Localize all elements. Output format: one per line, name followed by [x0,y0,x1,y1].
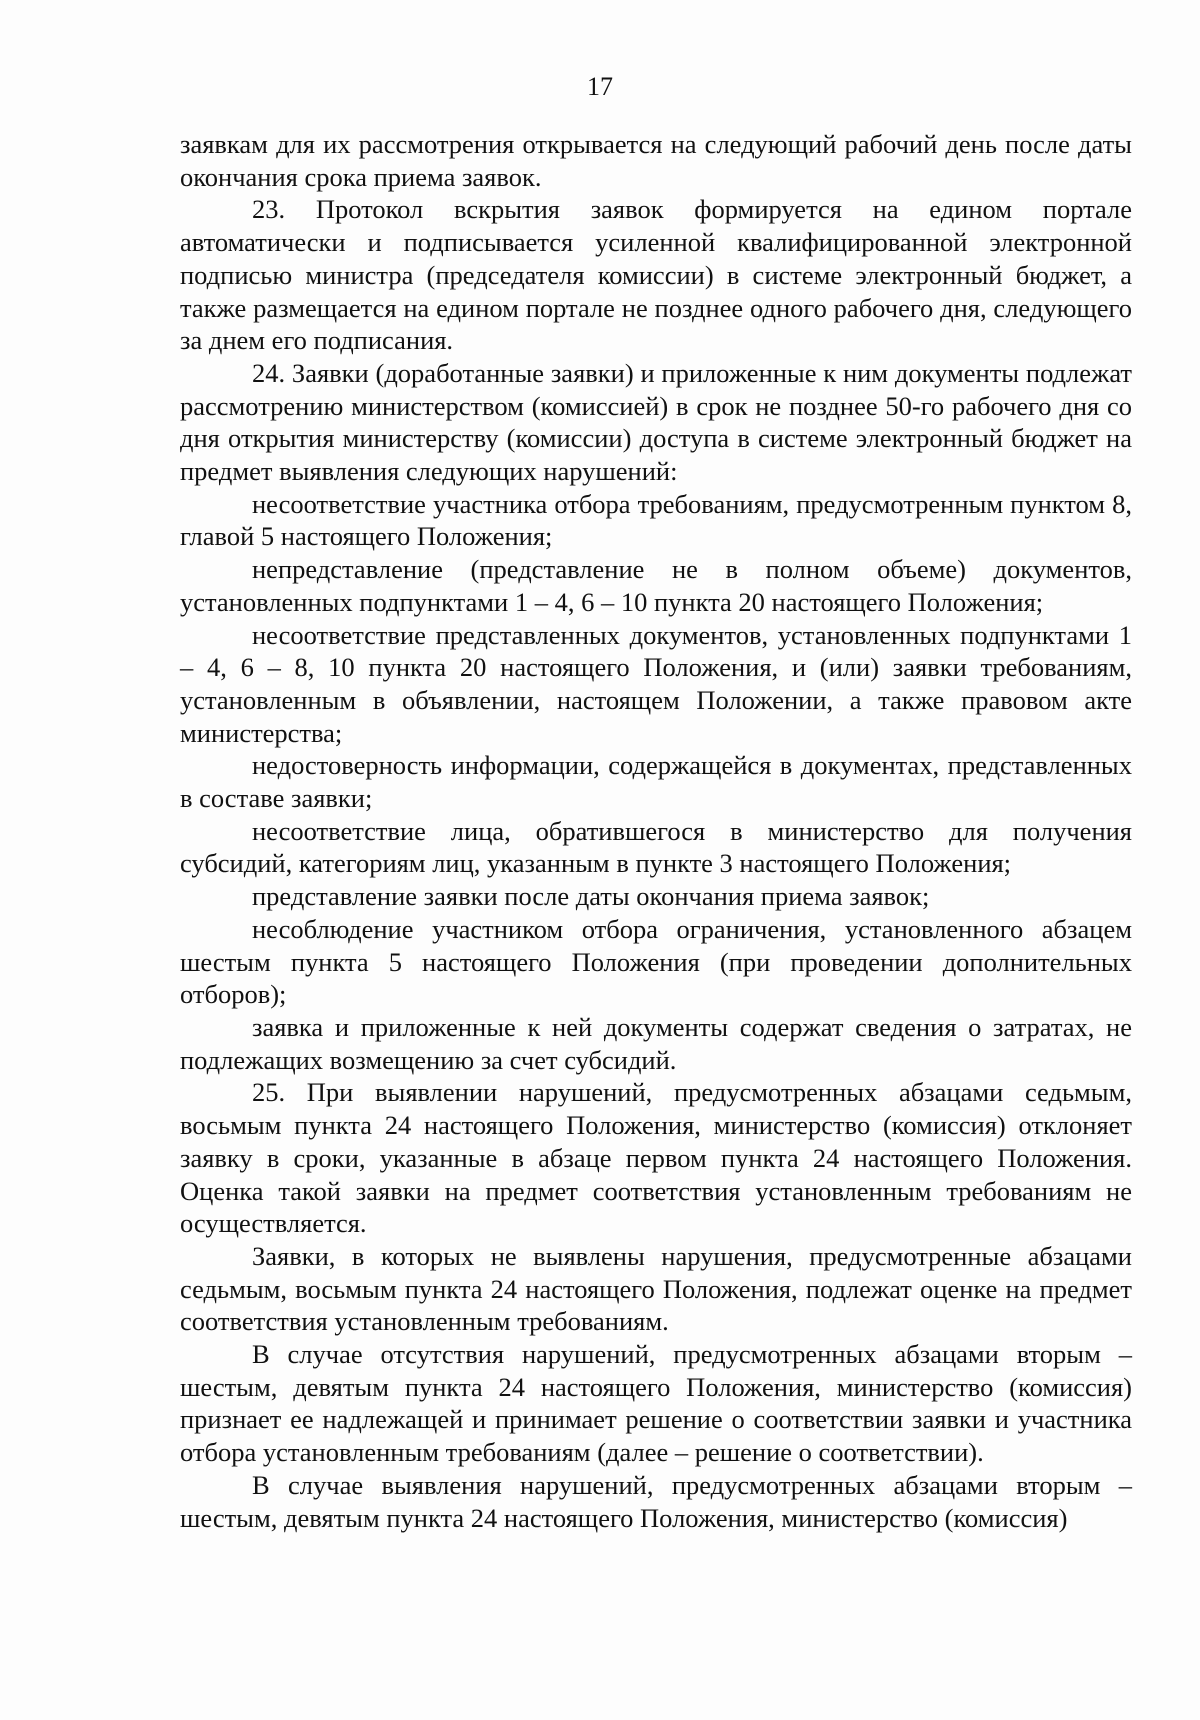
paragraph-continuation: заявкам для их рассмотрения открывается на следующий рабочий день после даты окончания срока приема заявок. [180,129,1132,192]
paragraph-24-item-2: непредставление (представление не в полном объеме) документов, установленных подпунктами 1 – 4, 6 – 10 пункта 20 настоящего Положения; [180,554,1132,617]
paragraph-25: 25. При выявлении нарушений, предусмотренных абзацами седьмым, восьмым пункта 24 настоящего Положения, министерство (комиссия) отклоняет заявку в сроки, указанные в абзаце первом пункта 24 настоящего Положения. Оценка такой заявки на предмет соответствия установленным требованиям не осуществляется. [180,1077,1132,1239]
paragraph-24: 24. Заявки (доработанные заявки) и приложенные к ним документы подлежат рассмотрению министерством (комиссией) в срок не позднее 50-го рабочего дня со дня открытия министерству (комиссии) доступа в системе электронный бюджет на предмет выявления следующих нарушений: [180,357,1132,487]
paragraph-25-part-2: Заявки, в которых не выявлены нарушения, предусмотренные абзацами седьмым, восьмым пункта 24 настоящего Положения, подлежат оценке на предмет соответствия установленным требованиям. [180,1240,1132,1337]
page-number: 17 [587,72,613,101]
paragraph-23: 23. Протокол вскрытия заявок формируется на едином портале автоматически и подписывается усиленной квалифицированной электронной подписью министра (председателя комиссии) в системе электронный бюджет, а также размещается на едином портале не позднее одного рабочего дня, следующего за днем его подписания. [180,194,1132,356]
paragraph-25-part-3: В случае отсутствия нарушений, предусмотренных абзацами вторым – шестым, девятым пункта 24 настоящего Положения, министерство (комиссия) признает ее надлежащей и принимает решение о соответствии заявки и участника отбора установленным требованиям (далее – решение о соответствии). [180,1339,1132,1468]
paragraph-25-part-4: В случае выявления нарушений, предусмотренных абзацами вторым – шестым, девятым пункта 24 настоящего Положения, министерство (комиссия) [180,1469,1132,1533]
paragraph-24-item-4: недостоверность информации, содержащейся в документах, представленных в составе заявки; [180,750,1132,814]
paragraph-24-item-8: заявка и приложенные к ней документы содержат сведения о затратах, не подлежащих возмещению за счет субсидий. [180,1011,1132,1075]
document-body [180,128,1132,1534]
paragraph-24-item-7: несоблюдение участником отбора ограничения, установленного абзацем шестым пункта 5 настоящего Положения (при проведении дополнительных отборов); [180,913,1132,1010]
paragraph-24-item-1: несоответствие участника отбора требованиям, предусмотренным пунктом 8, главой 5 настоящего Положения; [180,488,1132,552]
paragraph-24-item-6: представление заявки после даты окончания приема заявок; [252,881,930,912]
paragraph-24-item-5: несоответствие лица, обратившегося в министерство для получения субсидий, категориям лиц, указанным в пункте 3 настоящего Положения; [180,815,1132,879]
paragraph-24-item-3: несоответствие представленных документов, установленных подпунктами 1 – 4, 6 – 8, 10 пункта 20 настоящего Положения, и (или) заявки требованиям, установленным в объявлении, настоящем Положении, а также правовом акте министерства; [180,619,1132,748]
